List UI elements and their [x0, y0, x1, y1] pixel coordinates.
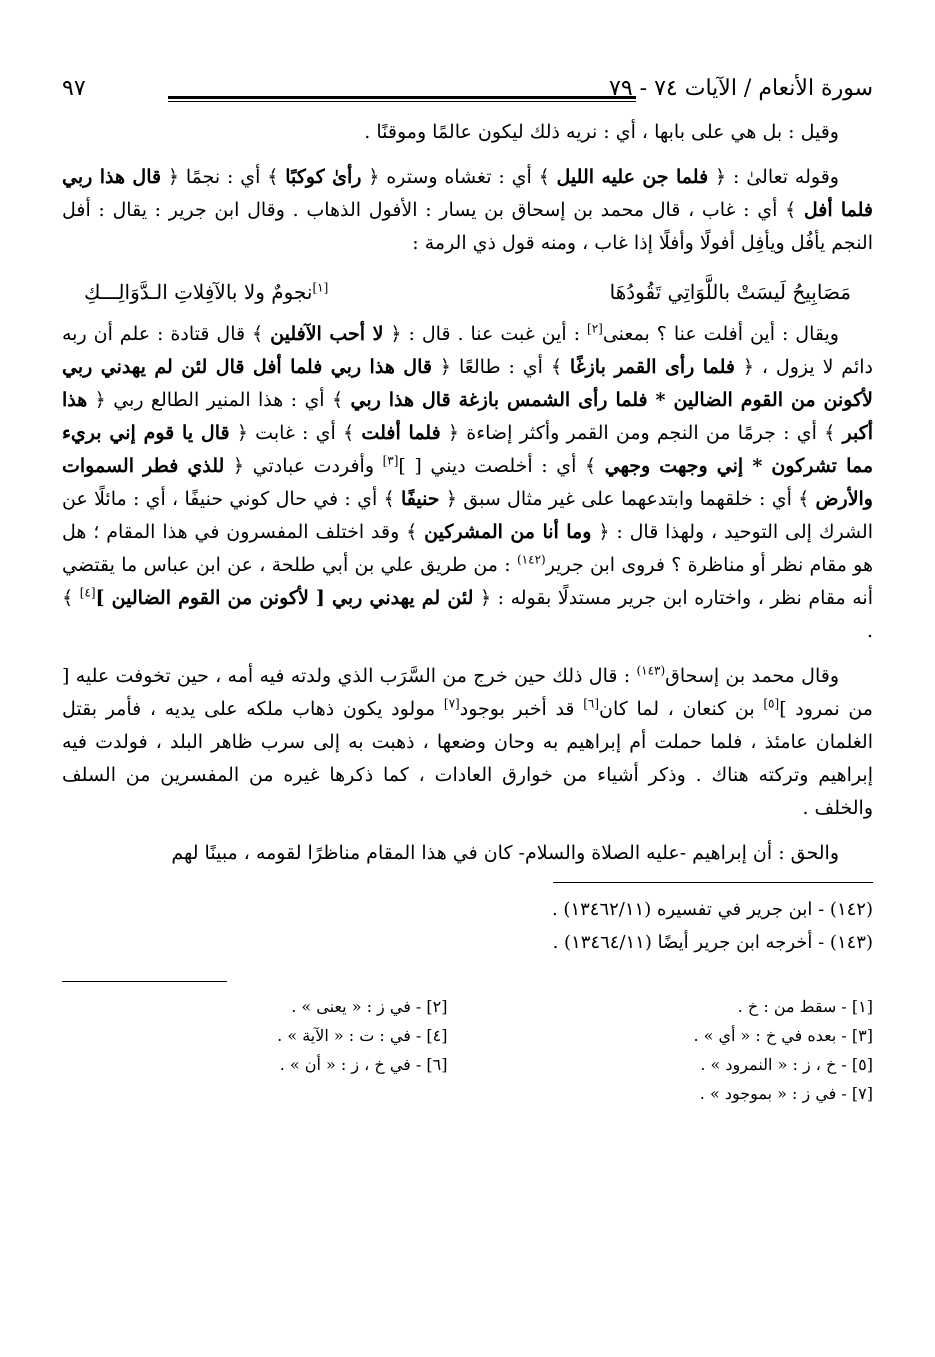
quran-quote: للذي فطر السموات والأرض	[62, 455, 873, 510]
variant-note: [٣] - بعده في خ : « أي » .	[693, 1026, 873, 1045]
footnote-ref: [٤]	[79, 585, 96, 600]
footnote-divider	[553, 882, 873, 883]
quran-quote: فلما جن عليه الليل	[556, 166, 709, 188]
quran-quote: فلما أفلت	[361, 422, 441, 444]
running-header	[62, 76, 873, 116]
variant-note: [٤] - في : ت : « الآية » .	[277, 1026, 448, 1045]
main-text	[62, 116, 873, 870]
header-title: سورة الأنعام / الآيات ٧٤ - ٧٩	[609, 76, 873, 101]
poetry-verse	[84, 272, 851, 312]
quran-quote: حنيفًا	[400, 488, 440, 510]
quran-quote: قال هذا ربي فلما أفل	[62, 166, 873, 221]
quran-quote: فلما رأى القمر بازغًا	[569, 356, 735, 378]
paragraph-5: والحق : أن إبراهيم -عليه الصلاة والسلام- كان في هذا المقام مناظرًا لقومه ، مبينًا لهم	[171, 842, 839, 864]
quran-quote: هذا أكبر	[62, 389, 874, 444]
variant-note: [٥] - خ ، ز : « النمرود » .	[700, 1055, 873, 1074]
variants-divider	[62, 981, 227, 982]
quran-quote: قال يا قوم إني بريء مما تشركون * إني وجهت وجهي	[62, 422, 874, 477]
reference-note: (١٤٢) - ابن جرير في تفسيره (١٣٤٦٢/١١) .	[551, 899, 873, 920]
paragraph-2: وقوله تعالىٰ : ﴿ فلما جن عليه الليل ﴾ أي : تغشاه وستره ﴿ رأىٰ كوكبًا ﴾ أي : نجمًا ﴿ قال هذا ربي فلما أفل ﴾ أي : غاب ، قال محمد بن إسحاق بن يسار : الأفول الذهاب . وقال ابن جرير : يقال : أفل النجم يأفُل ويأفِل أفولًا وأفلًا إذا غاب ، ومنه قول ذي الرمة :	[62, 166, 873, 254]
quran-quote: قال هذا ربي فلما أفل قال لئن لم يهدني ربي لأكونن من القوم الضالين * فلما رأى الشمس بازغة قال هذا ربي	[62, 356, 873, 411]
manuscript-variants	[62, 992, 873, 1108]
variant-note: [١] - سقط من : خ .	[737, 997, 873, 1016]
quran-quote: وما أنا من المشركين	[424, 521, 592, 543]
quran-quote: رأىٰ كوكبًا	[285, 166, 362, 188]
verse-first-hemistich: مَصَابِيحُ لَيسَتْ باللَّوَاتِي تَقُودُهَا	[609, 280, 851, 304]
footnote-ref: [٣]	[382, 453, 399, 468]
page-number: ٩٧	[62, 76, 86, 101]
footnote-ref: (١٤٣)	[636, 663, 666, 678]
verse-second-hemistich: [١]نجومٌ ولا بالآفِلاتِ الـدَّوَالِـــكِ	[84, 280, 329, 304]
variant-note: [٢] - في ز : « يعنى » .	[291, 997, 448, 1016]
footnote-ref: [٦]	[583, 696, 600, 711]
reference-note: (١٤٣) - أخرجه ابن جرير أيضًا (١٣٤٦٤/١١) .	[552, 932, 873, 953]
quran-quote: لا أحب الآفلين	[270, 323, 384, 345]
paragraph-4: وقال محمد بن إسحاق$^{(١٤٣)}$ : قال ذلك حين خرج من السَّرَب الذي ولدته فيه أمه ، حين تخوفت عليه [ من نمرود ][٥] بن كنعان ، لما كان[٦] قد أخبر بوجود[٧] مولود يكون ذهاب ملكه على يديه ، فأمر بقتل الغلمان عامئذ ، فلما حملت أم إبراهيم به وحان وضعها ، ذهبت به إلى سرب ظاهر البلد ، فولدت فيه إبراهيم وتركته هناك . وذكر أشياء من خوارق العادات ، كما ذكرها غيره من المفسرين من السلف والخلف .	[62, 663, 873, 819]
reference-notes	[62, 893, 873, 959]
variant-note: [٧] - في ز : « بموجود » .	[699, 1084, 873, 1103]
header-rule	[168, 96, 636, 102]
footnote-ref: [١]	[312, 280, 329, 295]
footnote-ref: (١٤٢)	[516, 552, 546, 567]
paragraph-3: ويقال : أين أفلت عنا ؟ بمعنى[٢] : أين غبت عنا . قال : ﴿ لا أحب الآفلين ﴾ قال قتادة : علم أن ربه دائم لا يزول ، ﴿ فلما رأى القمر بازغًا ﴾ أي : طالعًا ﴿ قال هذا ربي فلما أفل قال لئن لم يهدني ربي لأكونن من القوم الضالين * فلما رأى الشمس بازغة قال هذا ربي ﴾ أي : هذا المنير الطالع ربي ﴿ هذا أكبر ﴾ أي : جرمًا من النجم ومن القمر وأكثر إضاءة ﴿ فلما أفلت ﴾ أي : غابت ﴿ قال يا قوم إني بريء مما تشركون * إني وجهت وجهي ﴾ أي : أخلصت ديني [ ][٣] وأفردت عبادتي ﴿ للذي فطر السموات والأرض ﴾ أي : خلقهما وابتدعهما على غير مثال سبق ﴿ حنيفًا ﴾ أي : في حال كوني حنيفًا ، أي : مائلًا عن الشرك إلى التوحيد ، ولهذا قال : ﴿ وما أنا من المشركين ﴾ وقد اختلف المفسرون في هذا المقام ؛ هل هو مقام نظر أو مناظرة ؟ فروى ابن جرير$^{(١٤٢)}$ : من طريق علي بن أبي طلحة ، عن ابن عباس ما يقتضي أنه مقام نظر ، واختاره ابن جرير مستدلًا بقوله : ﴿ لئن لم يهدني ربي [ لأكونن من القوم الضالين ][٤] ﴾ .	[62, 321, 874, 642]
variant-note: [٦] - في خ ، ز : « أن » .	[279, 1055, 448, 1074]
footnote-ref: [٥]	[763, 696, 780, 711]
footnote-ref: [٧]	[443, 696, 460, 711]
quran-quote: لئن لم يهدني ربي [ لأكونن من القوم الضالين ]	[95, 587, 474, 609]
paragraph-1: وقيل : بل هي على بابها ، أي : نريه ذلك ليكون عالمًا وموقنًا .	[364, 121, 839, 143]
footnote-ref: [٢]	[587, 321, 603, 336]
